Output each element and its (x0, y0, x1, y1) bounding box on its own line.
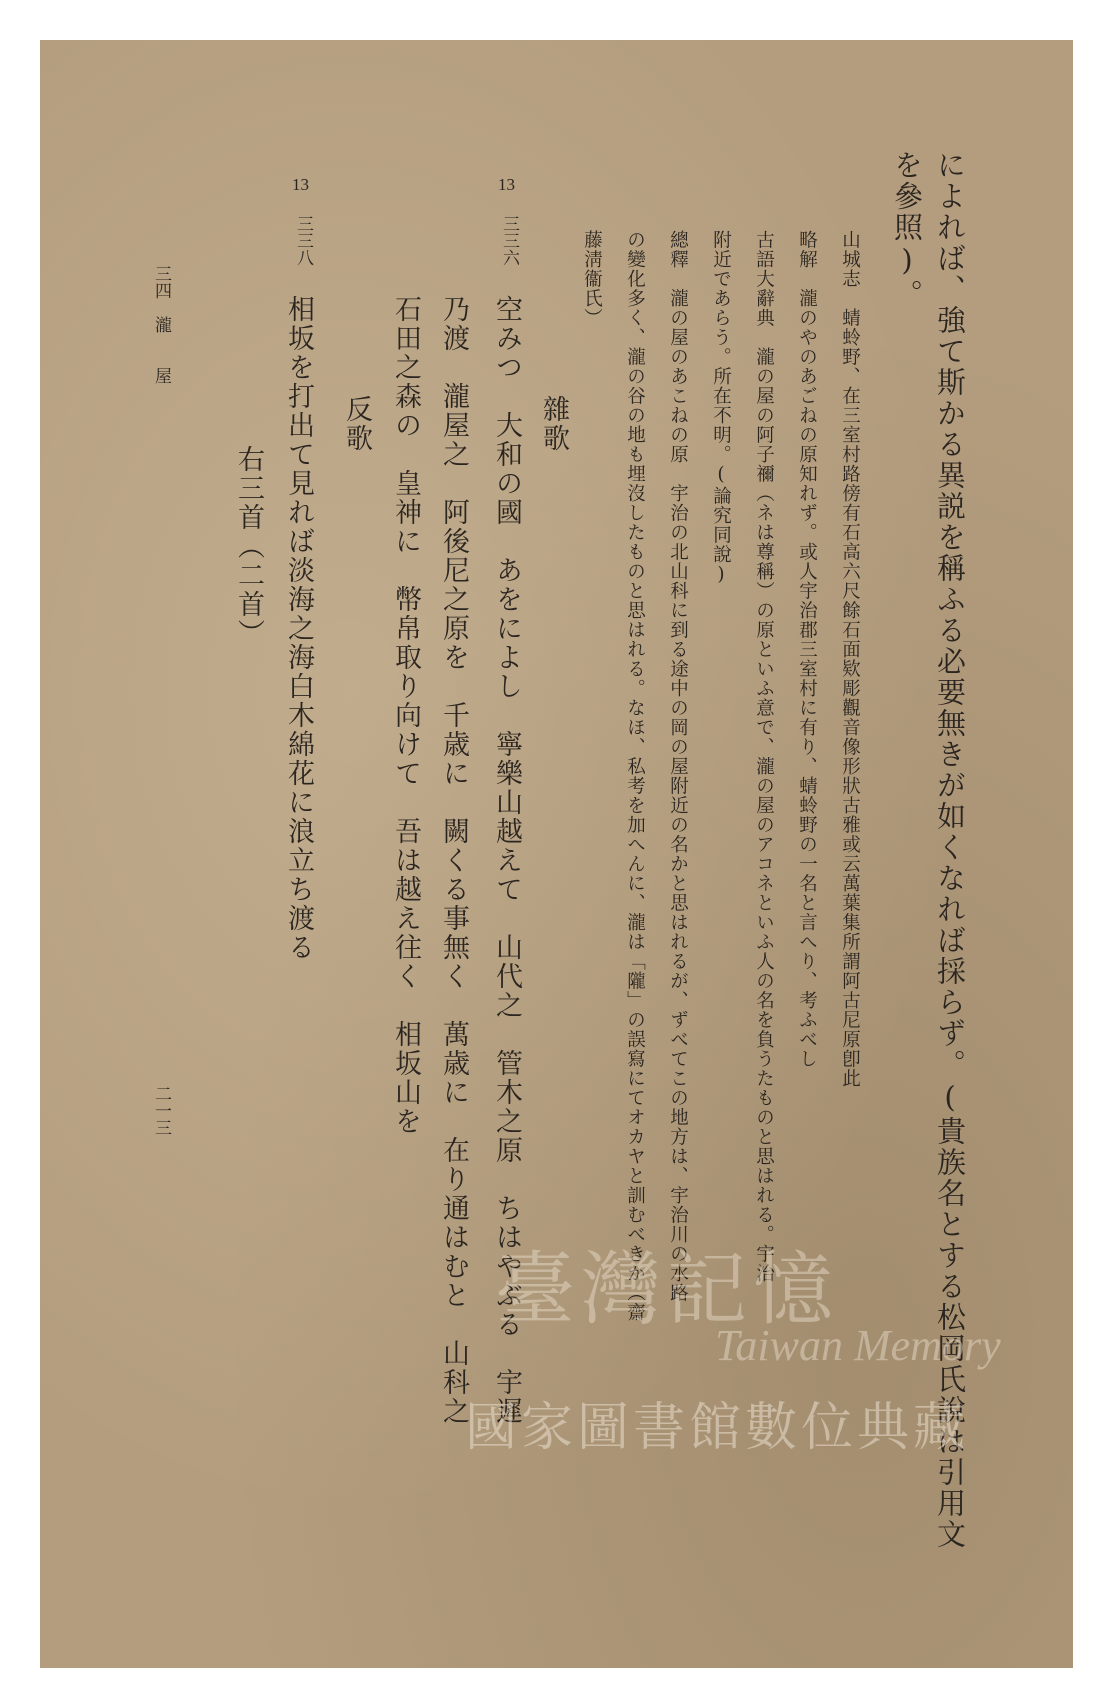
book-page (40, 40, 1073, 1668)
note-kogo-daijiten-cont: 附近であらう。所在不明。(論究同說) (710, 230, 732, 586)
text-column-2: を參照)。 (890, 150, 924, 310)
page-number: 二一三 (151, 1085, 171, 1136)
poem-3336-number: 三三六 (499, 215, 519, 266)
poem-3336-line-2: 乃渡 瀧屋之 阿後尼之原を 千歳に 闕くる事無く 萬歳に 在り通はむと 山科之 (438, 295, 469, 1426)
watermark-library-name: 國家圖書館數位典藏 (465, 1398, 970, 1458)
note-kogo-daijiten: 古語大辭典 瀧の屋の阿子禰（ネは尊稱）の原といふ意で、瀧の屋のアコネといふ人の名を負うたものと思はれる。宇治 (753, 230, 775, 1283)
note-soshaku-cont2: 藤淸衞氏） (581, 230, 603, 328)
poem-count-note: 右三首（二首） (233, 445, 264, 648)
watermark-english: Taiwan Memory (715, 1321, 1001, 1370)
poem-3336-line-3: 石田之森の 皇神に 幣帛取り向けて 吾は越え往く 相坂山を (390, 295, 421, 1136)
note-ryakuge: 略解 瀧のやのあごねの原知れず。或人宇治郡三室村に有り、蜻蛉野の一名と言へり、考ふべし (796, 230, 818, 1069)
note-soshaku: 總釋 瀧の屋のあこねの原 宇治の北山科に到る途中の岡の屋附近の名かと思はれるが、ずべてこの地方は、宇治川の水路 (667, 230, 689, 1303)
poem-3338-text: 相坂を打出て見れば淡海之海白木綿花に浪立ち渡る (283, 295, 314, 962)
text-column-1: によれば、強て斯かる異説を稱ふる必要無きが如くなれば採らず。(貴族名とする松岡氏說は引用文 (933, 150, 967, 1550)
poem-3338-volume: 13 (292, 175, 309, 194)
running-head: 三四 瀧 屋 (151, 265, 171, 384)
poem-3338-number: 三三八 (293, 215, 313, 266)
section-heading-zoka: 雜歌 (538, 395, 569, 453)
poem-3336-volume: 13 (498, 175, 515, 194)
watermark-calligraphy: 臺灣記憶 (495, 1243, 839, 1336)
poem-3336-line-1: 空みつ 大和の國 あをによし 寧樂山越えて 山代之 管木之原 ちはやぶる 宇遲 (491, 295, 522, 1426)
note-yamashiroshi: 山城志 蜻蛉野、在三室村路傍有石高六尺餘石面欵彫觀音像形狀古雅或云萬葉集所謂阿古尼原卽此 (839, 230, 861, 1088)
hanka-heading: 反歌 (341, 395, 372, 453)
note-soshaku-cont: の變化多く、瀧の谷の地も埋沒したものと思はれる。なほ、私考を加へんに、瀧は「隴」の誤寫にてオカヤと訓むべきか（齋 (624, 230, 646, 1322)
